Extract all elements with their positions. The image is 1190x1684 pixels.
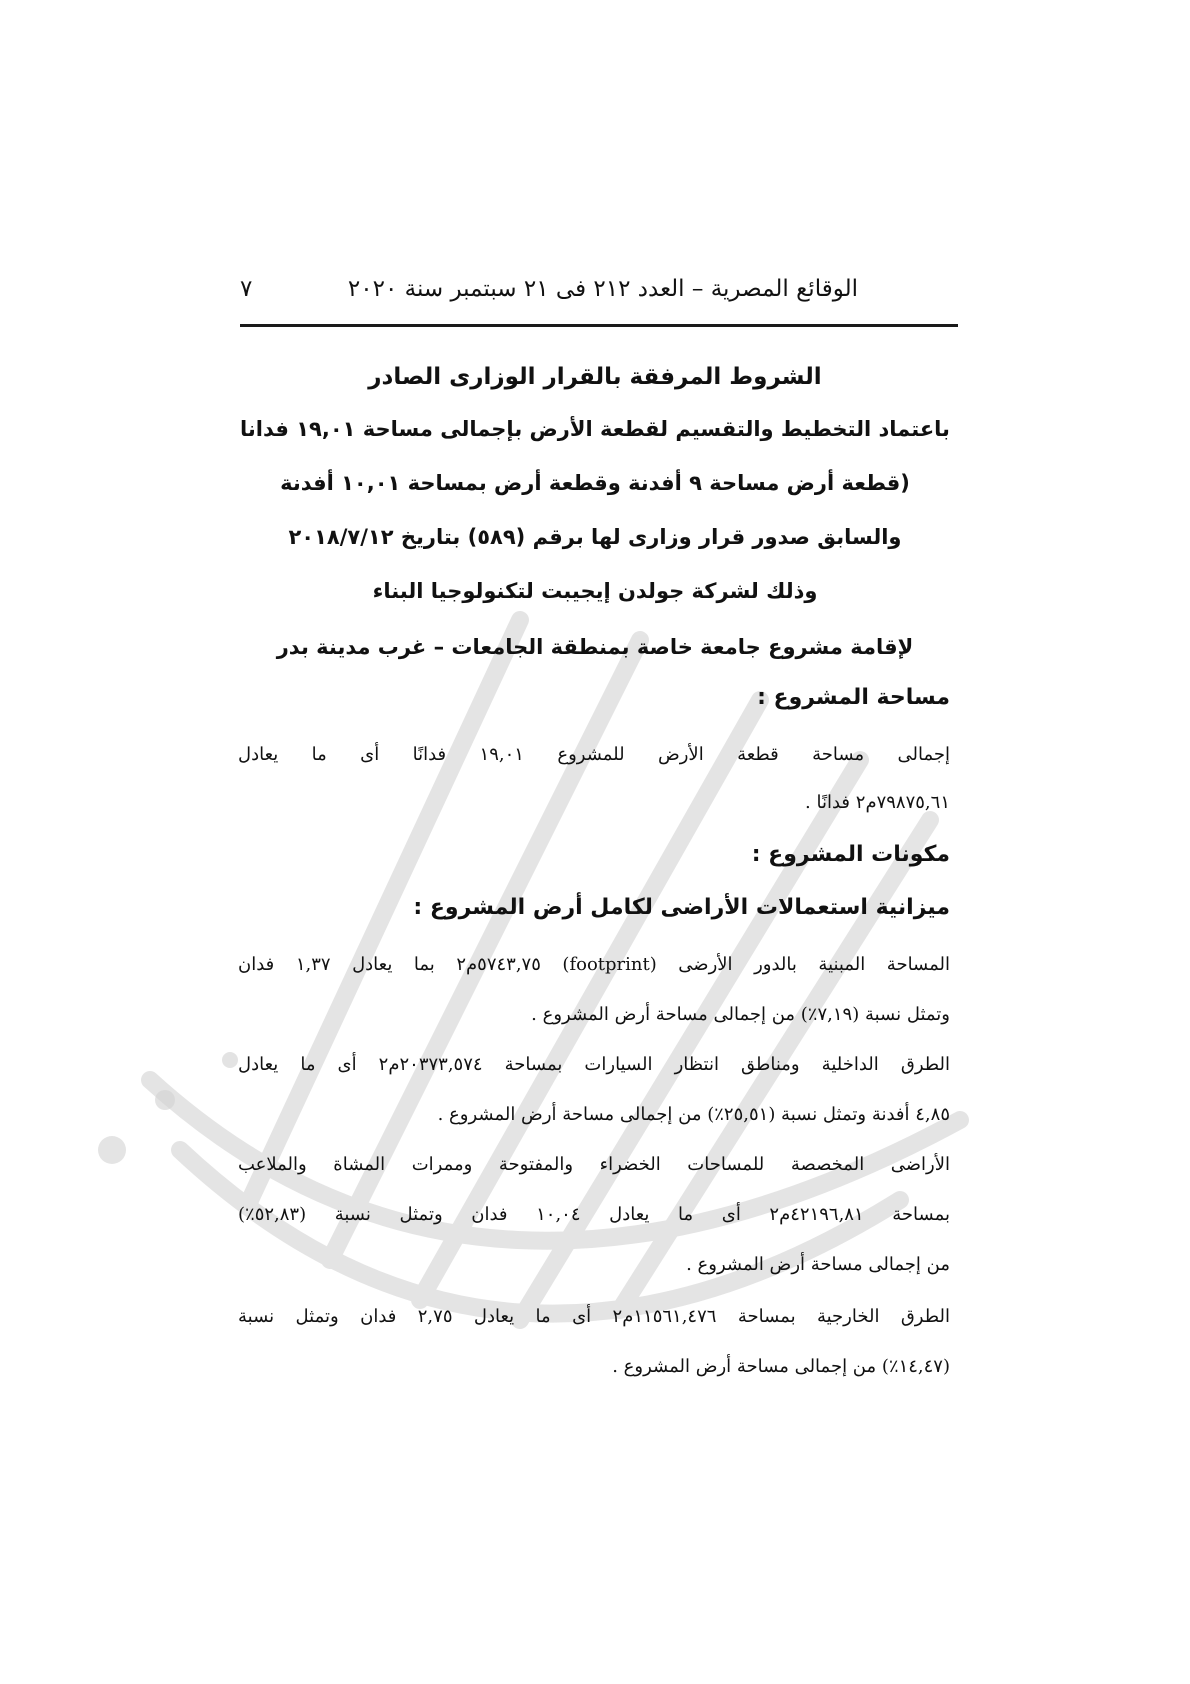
gazette-issue-title: الوقائع المصرية – العدد ٢١٢ فى ٢١ سبتمبر سنة ٢٠٢٠ xyxy=(347,276,858,302)
paragraph-internal-roads-line1: الطرق الداخلية ومناطق انتظار السيارات بمساحة ٢٠٣٧٣,٥٧٤م٢ أى ما يعادل xyxy=(238,1054,950,1075)
decree-heading-3: (قطعة أرض مساحة ٩ أفدنة وقطعة أرض بمساحة ١٠,٠١ أفدنة xyxy=(280,471,910,495)
area-text-line1: إجمالى مساحة قطعة الأرض للمشروع ١٩,٠١ فدانًا أى ما يعادل xyxy=(238,744,950,765)
paragraph-green-areas-line1: الأراضى المخصصة للمساحات الخضراء والمفتوحة وممرات المشاة والملاعب xyxy=(238,1154,951,1175)
paragraph-external-roads-line2: (١٤,٤٧٪) من إجمالى مساحة أرض المشروع . xyxy=(612,1356,950,1377)
paragraph-green-areas-line2: بمساحة ٤٢١٩٦,٨١م٢ أى ما يعادل ١٠,٠٤ فدان وتمثل نسبة (٥٢,٨٣٪) xyxy=(238,1204,950,1225)
paragraph-external-roads-line1: الطرق الخارجية بمساحة ١١٥٦١,٤٧٦م٢ أى ما يعادل ٢,٧٥ فدان وتمثل نسبة xyxy=(238,1306,950,1327)
decree-heading-2: باعتماد التخطيط والتقسيم لقطعة الأرض بإجمالى مساحة ١٩,٠١ فدانا xyxy=(240,417,950,441)
decree-heading-5: وذلك لشركة جولدن إيجيبت لتكنولوجيا البناء xyxy=(372,579,818,603)
paragraph-built-area-line1: المساحة المبنية بالدور الأرضى (footprint) ٥٧٤٣,٧٥م٢ بما يعادل ١,٣٧ فدان xyxy=(238,954,950,975)
page-number: ٧ xyxy=(240,276,253,302)
decree-heading-1: الشروط المرفقة بالقرار الوزارى الصادر xyxy=(368,364,822,390)
decree-heading-4: والسابق صدور قرار وزارى لها برقم (٥٨٩) بتاريخ ٢٠١٨/٧/١٢ xyxy=(288,525,902,549)
section-title-components: مكونات المشروع : xyxy=(751,842,950,867)
paragraph-green-areas-line3: من إجمالى مساحة أرض المشروع . xyxy=(686,1254,950,1275)
section-title-project-area: مساحة المشروع : xyxy=(757,685,950,710)
paragraph-built-area-line2: وتمثل نسبة (٧,١٩٪) من إجمالى مساحة أرض المشروع . xyxy=(531,1004,950,1025)
page-header xyxy=(240,272,958,327)
paragraph-internal-roads-line2: ٤,٨٥ أفدنة وتمثل نسبة (٢٥,٥١٪) من إجمالى مساحة أرض المشروع . xyxy=(437,1104,950,1125)
decree-heading-6: لإقامة مشروع جامعة خاصة بمنطقة الجامعات – غرب مدينة بدر xyxy=(276,635,914,659)
section-title-land-use-budget: ميزانية استعمالات الأراضى لكامل أرض المشروع : xyxy=(413,895,950,920)
area-text-line2: ٧٩٨٧٥,٦١م٢ فدانًا . xyxy=(805,792,950,813)
